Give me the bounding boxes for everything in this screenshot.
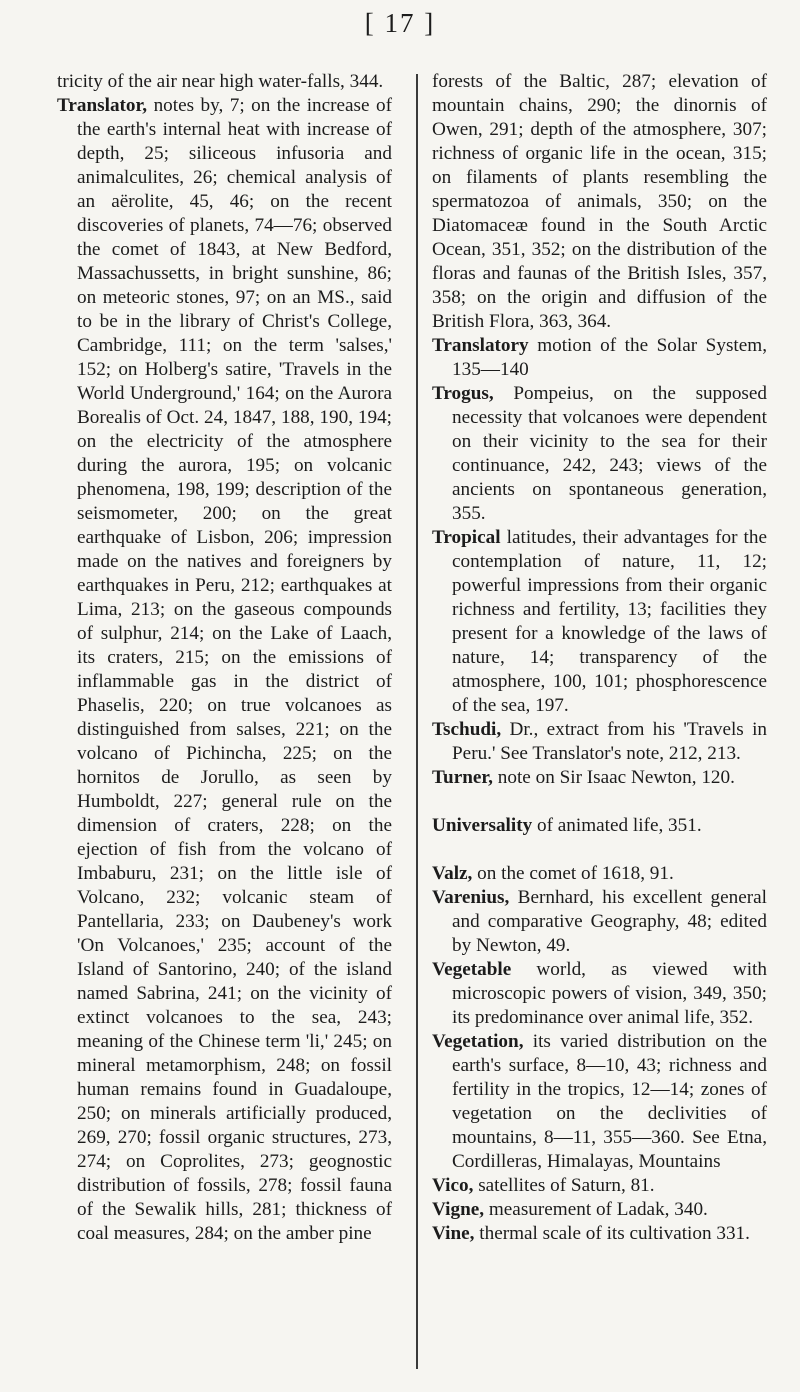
entry-text: tricity of the air near high water-falls, 344. — [57, 71, 384, 92]
index-entry — [432, 1198, 767, 1222]
entry-headword: Tropical — [432, 527, 501, 548]
entry-text: Pompeius, on the supposed necessity that volcanoes were dependent on their vicinity to the sea for their continuance, 242, 243; views of the ancients on spontaneous generation, 355. — [452, 383, 767, 524]
index-entry — [432, 718, 767, 766]
index-entry — [432, 814, 767, 838]
folio-bracket-left: [ — [364, 8, 376, 38]
entry-headword: Varenius, — [432, 887, 510, 908]
index-entry — [432, 862, 767, 886]
entry-text: notes by, 7; on the increase of the earth's internal heat with increase of depth, 25; siliceous infusoria and animalculites, 26; chemical analysis of an aërolite, 45, 46; on the recent discoveries of planets, 74—76; observed the comet of 1843, at New Bedford, Massachussetts, in bright sunshine, 86; on meteoric stones, 97; on an MS., said to be in the library of Christ's College, Cambridge, 111; on the term 'salses,' 152; on Holberg's satire, 'Travels in the World Underground,' 164; on the Aurora Borealis of Oct. 24, 1847, 188, 190, 194; on the electricity of the atmosphere during the aurora, 195; on volcanic phenomena, 198, 199; description of the seismometer, 200; on the great earthquake of Lisbon, 206; impression made on the natives and foreigners by earthquakes in Peru, 212; earthquakes at Lima, 213; on the gaseous compounds of sulphur, 214; on the Lake of Laach, its craters, 215; on the emissions of inflammable gas in the district of Phaselis, 220; on true volcanoes as distinguished from salses, 221; on the volcano of Pichincha, 225; on the hornitos de Jorullo, as seen by Humboldt, 227; general rule on the dimension of craters, 228; on the ejection of fish from the volcano of Imbaburu, 231; on the little isle of Volcano, 232; volcanic steam of Pantellaria, 233; on Daubeney's work 'On Volcanoes,' 235; account of the Island of Santorino, 240; of the island named Sabrina, 241; on the vicinity of extinct volcanoes to the sea, 243; meaning of the Chinese term 'li,' 245; on mineral metamorphism, 248; on fossil human remains found in Guadaloupe, 250; on minerals artificially produced, 269, 270; fossil organic structures, 273, 274; on Coprolites, 273; geognostic distribution of fossils, 278; fossil fauna of the Sewalik hills, 281; thickness of coal measures, 284; on the amber pine — [77, 95, 392, 1244]
left-column — [57, 70, 392, 1246]
page-number — [0, 8, 800, 39]
index-entry — [432, 382, 767, 526]
entry-headword: Vine, — [432, 1223, 475, 1244]
entry-text: on the comet of 1618, 91. — [472, 863, 674, 884]
entry-text: Bernhard, his excellent general and comparative Geography, 48; edited by Newton, 49. — [452, 887, 767, 956]
entry-text: Dr., extract from his 'Travels in Peru.' See Translator's note, 212, 213. — [452, 719, 767, 764]
index-entry — [432, 766, 767, 790]
entry-headword: Vegetable — [432, 959, 512, 980]
index-entry — [432, 334, 767, 382]
index-entry — [432, 958, 767, 1030]
folio-number: 17 — [384, 8, 416, 38]
index-entry — [432, 1174, 767, 1198]
entry-headword: Valz, — [432, 863, 473, 884]
entry-text: motion of the Solar System, 135—140 — [452, 335, 767, 380]
entry-text: world, as viewed with microscopic powers of vision, 349, 350; its predominance over animal life, 352. — [452, 959, 767, 1028]
entry-headword: Universality — [432, 815, 533, 836]
column-divider — [416, 74, 418, 1369]
entry-text: satellites of Saturn, 81. — [473, 1175, 655, 1196]
entry-headword: Vico, — [432, 1175, 474, 1196]
entry-headword: Vigne, — [432, 1199, 485, 1220]
entry-text: latitudes, their advantages for the contemplation of nature, 11, 12; powerful impressions from their organic richness and fertility, 13; facilities they present for a knowledge of the laws of nature, 14; transparency of the atmosphere, 100, 101; phosphorescence of the sea, 197. — [452, 527, 767, 716]
entry-text: note on Sir Isaac Newton, 120. — [492, 767, 735, 788]
entry-headword: Translator, — [57, 95, 148, 116]
index-entry — [432, 70, 767, 334]
index-entry — [57, 70, 392, 94]
entry-headword: Translatory — [432, 335, 529, 356]
entry-text: its varied distribution on the earth's surface, 8—10, 43; richness and fertility in the tropics, 12—14; zones of vegetation on the declivities of mountains, 8—11, 355—360. See Etna, Cordilleras, Himalayas, Mountains — [452, 1031, 767, 1172]
folio-bracket-right: ] — [424, 8, 436, 38]
entry-text: thermal scale of its cultivation 331. — [474, 1223, 750, 1244]
index-entry — [432, 1030, 767, 1174]
entry-headword: Vegetation, — [432, 1031, 524, 1052]
right-column — [432, 70, 767, 1246]
index-entry — [432, 886, 767, 958]
index-entry — [432, 1222, 767, 1246]
entry-headword: Turner, — [432, 767, 493, 788]
entry-text: forests of the Baltic, 287; elevation of mountain chains, 290; the dinornis of Owen, 291; depth of the atmosphere, 307; richness of organic life in the ocean, 315; on filaments of plants resembling the spermatozoa of animals, 350; on the Diatomaceæ found in the South Arctic Ocean, 351, 352; on the distribution of the floras and faunas of the British Isles, 357, 358; on the origin and diffusion of the British Flora, 363, 364. — [432, 71, 767, 332]
entry-text: measurement of Ladak, 340. — [484, 1199, 708, 1220]
index-entry — [57, 94, 392, 1246]
entry-headword: Tschudi, — [432, 719, 502, 740]
entry-headword: Trogus, — [432, 383, 494, 404]
entry-text: of animated life, 351. — [532, 815, 702, 836]
index-entry — [432, 526, 767, 718]
